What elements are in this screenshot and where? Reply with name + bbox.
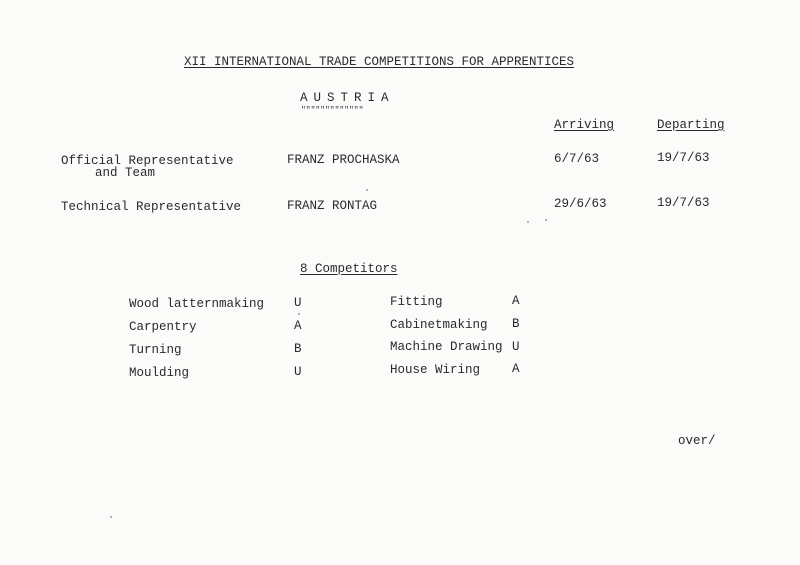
country-name: AUSTRIA (300, 91, 395, 105)
arriving-column-header: Arriving (554, 118, 615, 132)
competitor-trade: Moulding (129, 366, 190, 380)
scan-speck (298, 313, 300, 315)
document-title: XII INTERNATIONAL TRADE COMPETITIONS FOR APPRENTICES (184, 55, 575, 69)
competitor-trade: Turning (129, 343, 182, 357)
competitor-trade: Wood latternmaking (129, 297, 265, 311)
representative-role: Official Representative (61, 154, 234, 168)
representative-name: FRANZ RONTAG (287, 199, 378, 213)
arriving-date: 6/7/63 (554, 152, 600, 166)
departing-column-header: Departing (657, 118, 725, 132)
departing-date: 19/7/63 (657, 196, 710, 210)
competitor-trade: Fitting (390, 295, 443, 309)
scan-speck (527, 221, 529, 223)
competitor-code: B (294, 342, 302, 356)
scan-speck (366, 189, 368, 191)
scan-speck (545, 219, 547, 221)
departing-date: 19/7/63 (657, 151, 710, 165)
representative-role-continued: and Team (95, 166, 156, 180)
competitor-trade: Cabinetmaking (390, 318, 488, 332)
competitors-heading: 8 Competitors (300, 262, 398, 276)
competitor-code: U (294, 296, 302, 310)
competitor-trade: Machine Drawing (390, 340, 503, 354)
competitor-code: U (294, 365, 302, 379)
continued-note: over/ (678, 434, 716, 448)
competitor-code: A (294, 319, 302, 333)
representative-name: FRANZ PROCHASKA (287, 153, 400, 167)
competitor-trade: House Wiring (390, 363, 481, 377)
competitor-code: A (512, 362, 520, 376)
country-underline-marks: """"""""""""" (301, 106, 364, 115)
arriving-date: 29/6/63 (554, 197, 607, 211)
representative-role: Technical Representative (61, 200, 242, 214)
competitor-trade: Carpentry (129, 320, 197, 334)
competitor-code: A (512, 294, 520, 308)
competitor-code: B (512, 317, 520, 331)
competitor-code: U (512, 340, 520, 354)
scan-speck (110, 516, 112, 518)
